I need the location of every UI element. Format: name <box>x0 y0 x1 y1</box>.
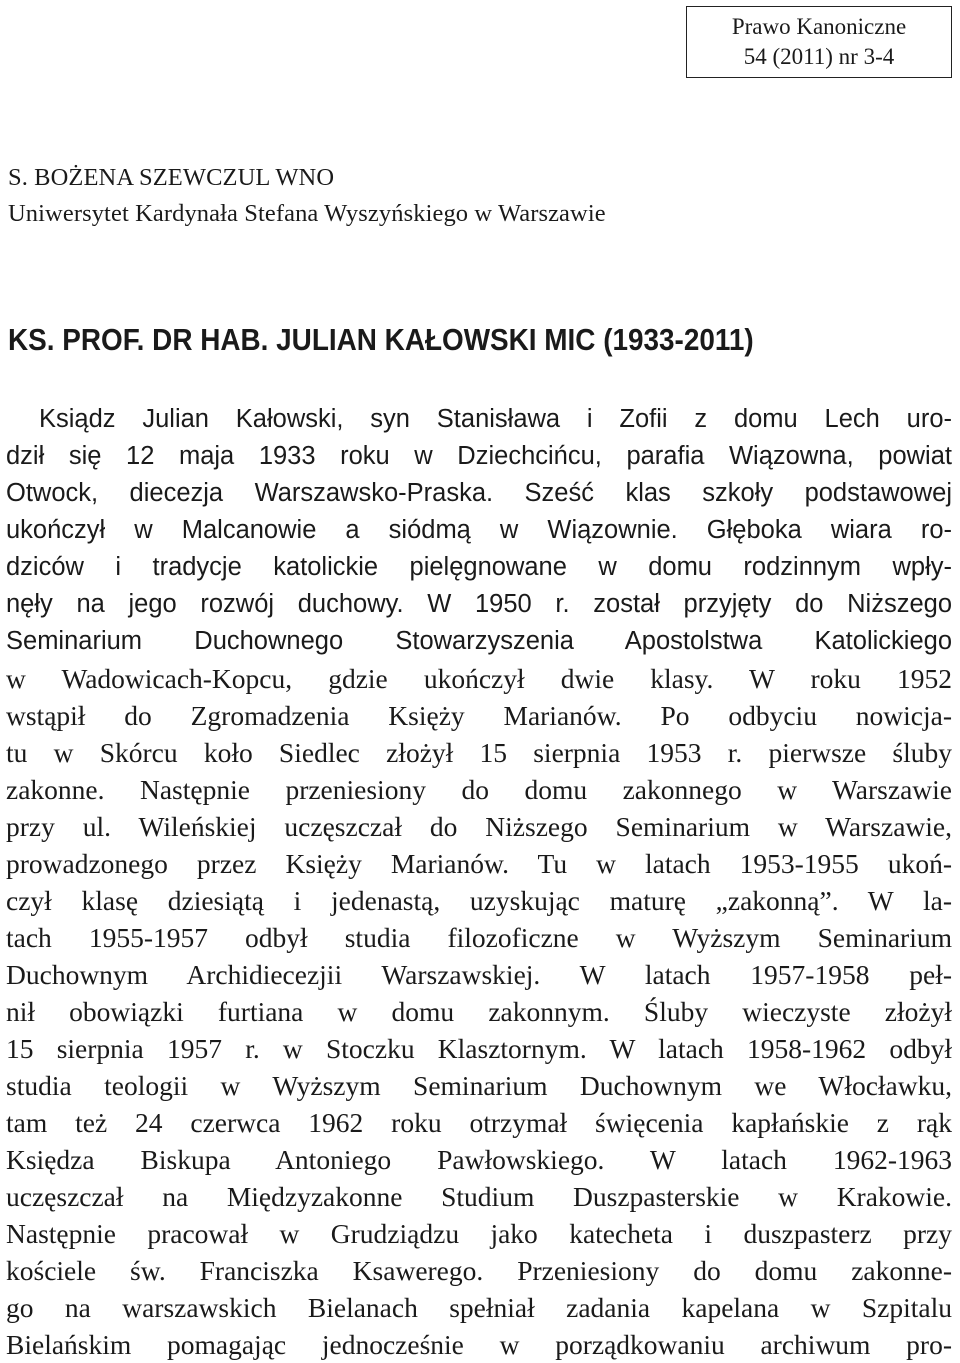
body-line: 15 sierpnia 1957 r. w Stoczku Klasztornym. W latach 1958-1962 odbył <box>6 1033 952 1064</box>
author-affiliation: Uniwersytet Kardynała Stefana Wyszyńskiego w Warszawie <box>8 200 606 227</box>
journal-name: Prawo Kanoniczne <box>731 14 907 39</box>
body-line: go na warszawskich Bielanach spełniał zadania kapelana w Szpitalu <box>6 1292 952 1323</box>
body-line: Otwock, diecezja Warszawsko-Praska. Sześć klas szkoły podstawowej <box>6 479 952 507</box>
article-title: KS. PROF. DR HAB. JULIAN KAŁOWSKI MIC (1933-2011) <box>8 322 754 357</box>
body-line: ukończył w Malcanowie a siódmą w Wiązownie. Głęboka wiara ro- <box>6 516 952 544</box>
body-line: dził się 12 maja 1933 roku w Dziechcińcu, parafia Wiązowna, powiat <box>6 442 952 470</box>
body-line: Bielańskim pomagając jednocześnie w porządkowaniu archiwum pro- <box>6 1329 952 1360</box>
body-line: Księdza Biskupa Antoniego Pawłowskiego. W latach 1962-1963 <box>6 1144 952 1175</box>
article-body <box>6 401 952 1363</box>
body-line: studia teologii w Wyższym Seminarium Duchownym we Włocławku, <box>6 1070 952 1101</box>
body-line: Następnie pracował w Grudziądzu jako katecheta i duszpasterz przy <box>6 1218 952 1249</box>
body-line: nęły na jego rozwój duchowy. W 1950 r. został przyjęty do Niższego <box>6 590 952 618</box>
body-line: przy ul. Wileńskiej uczęszczał do Niższego Seminarium w Warszawie, <box>6 811 952 842</box>
body-line: zakonne. Następnie przeniesiony do domu zakonnego w Warszawie <box>6 774 952 805</box>
body-line: Seminarium Duchownego Stowarzyszenia Apostolstwa Katolickiego <box>6 627 952 655</box>
body-line: w Wadowicach-Kopcu, gdzie ukończył dwie klasy. W roku 1952 <box>6 663 952 694</box>
body-line: wstąpił do Zgromadzenia Księży Marianów. Po odbyciu nowicja- <box>6 700 952 731</box>
body-line: tam też 24 czerwca 1962 roku otrzymał święcenia kapłańskie z rąk <box>6 1107 952 1138</box>
journal-issue: 54 (2011) nr 3-4 <box>743 44 895 69</box>
body-line: uczęszczał na Międzyzakonne Studium Duszpasterskie w Krakowie. <box>6 1181 952 1212</box>
body-line: czył klasę dziesiątą i jedenastą, uzyskując maturę „zakonną”. W la- <box>6 885 952 916</box>
author-block <box>8 160 606 232</box>
body-line: nił obowiązki furtiana w domu zakonnym. Śluby wieczyste złożył <box>6 996 952 1027</box>
journal-reference-box <box>686 6 952 78</box>
body-line: Ksiądz Julian Kałowski, syn Stanisława i Zofii z domu Lech uro- <box>39 405 952 433</box>
author-name: S. BOŻENA SZEWCZUL WNO <box>8 164 335 191</box>
body-line: kościele św. Franciszka Ksawerego. Przeniesiony do domu zakonne- <box>6 1255 952 1286</box>
body-line: prowadzonego przez Księży Marianów. Tu w latach 1953-1955 ukoń- <box>6 848 952 879</box>
body-line: Duchownym Archidiecezjii Warszawskiej. W latach 1957-1958 peł- <box>6 959 952 990</box>
body-line: tu w Skórcu koło Siedlec złożył 15 sierpnia 1953 r. pierwsze śluby <box>6 737 952 768</box>
body-line: tach 1955-1957 odbył studia filozoficzne w Wyższym Seminarium <box>6 922 952 953</box>
body-line: dziców i tradycje katolickie pielęgnowane w domu rodzinnym wpły- <box>6 553 952 581</box>
